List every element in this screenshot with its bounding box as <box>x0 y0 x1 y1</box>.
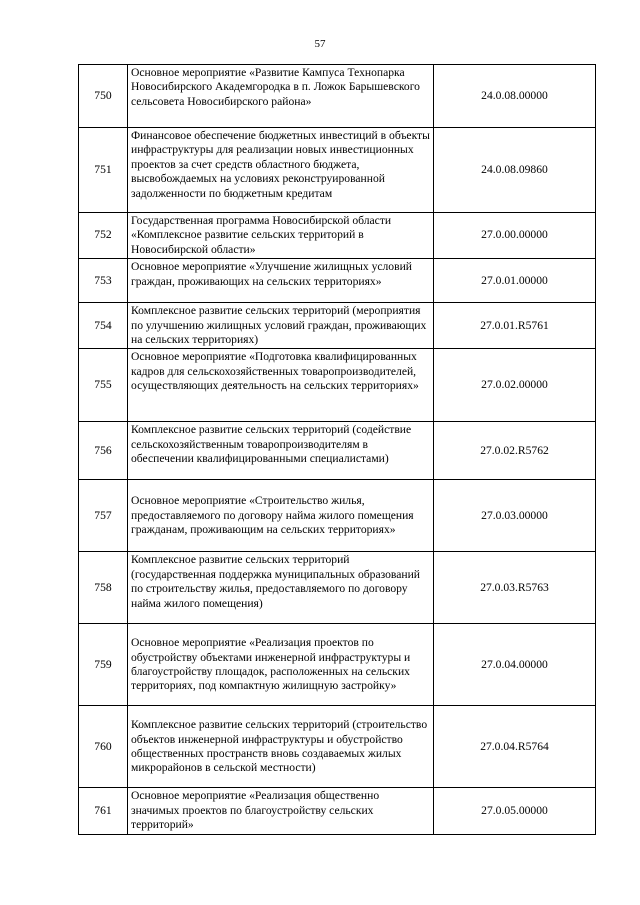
classification-code-cell: 27.0.05.00000 <box>434 788 596 834</box>
item-name-cell: Основное мероприятие «Строительство жилья, предоставляемого по договору найма жилого помещения гражданам, проживающим на сельских территориях» <box>128 480 434 552</box>
table-row <box>79 624 596 706</box>
budget-classification-table <box>78 64 596 835</box>
page-number: 57 <box>314 38 326 50</box>
table-row <box>79 65 596 128</box>
table-row <box>79 552 596 624</box>
item-name-cell: Основное мероприятие «Реализация проектов по обустройству объектами инженерной инфраструктуры и благоустройству площадок, расположенных на сельских территориях, под компактную жилищную застройку» <box>128 624 434 706</box>
item-name-cell: Финансовое обеспечение бюджетных инвестиций в объекты инфраструктуры для реализации новых инвестиционных проектов за счет средств областного бюджета, высвобождаемых на условиях реконструированной задолженности по бюджетным кредитам <box>128 128 434 213</box>
table-row <box>79 788 596 834</box>
item-name-cell: Комплексное развитие сельских территорий (содействие сельскохозяйственным товаропроизводителям в обеспечении квалифицированными специалистами) <box>128 422 434 480</box>
table-body <box>79 65 596 835</box>
row-number-cell: 761 <box>79 788 128 834</box>
item-name-cell: Комплексное развитие сельских территорий (государственная поддержка муниципальных образований по строительству жилья, предоставляемого по договору найма жилого помещения) <box>128 552 434 624</box>
item-name-cell: Основное мероприятие «Реализация общественно значимых проектов по благоустройству сельских территорий» <box>128 788 434 834</box>
table-row <box>79 422 596 480</box>
row-number-cell: 750 <box>79 65 128 128</box>
classification-code-cell: 27.0.02.00000 <box>434 349 596 422</box>
item-name-cell: Комплексное развитие сельских территорий (мероприятия по улучшению жилищных условий граждан, проживающих на сельских территориях) <box>128 303 434 349</box>
item-name-cell: Комплексное развитие сельских территорий (строительство объектов инженерной инфраструктуры и обустройство общественных пространств вновь создаваемых жилых микрорайонов в сельской местности) <box>128 706 434 788</box>
table-row <box>79 259 596 303</box>
table-row <box>79 349 596 422</box>
row-number-cell: 751 <box>79 128 128 213</box>
row-number-cell: 755 <box>79 349 128 422</box>
table-row <box>79 706 596 788</box>
classification-code-cell: 27.0.03.R5763 <box>434 552 596 624</box>
table-row <box>79 480 596 552</box>
classification-code-cell: 27.0.01.00000 <box>434 259 596 303</box>
table-row <box>79 303 596 349</box>
item-name-cell: Основное мероприятие «Улучшение жилищных условий граждан, проживающих на сельских территориях» <box>128 259 434 303</box>
row-number-cell: 752 <box>79 213 128 259</box>
row-number-cell: 760 <box>79 706 128 788</box>
row-number-cell: 758 <box>79 552 128 624</box>
classification-code-cell: 27.0.04.R5764 <box>434 706 596 788</box>
classification-code-cell: 27.0.03.00000 <box>434 480 596 552</box>
classification-code-cell: 24.0.08.09860 <box>434 128 596 213</box>
classification-code-cell: 27.0.04.00000 <box>434 624 596 706</box>
row-number-cell: 756 <box>79 422 128 480</box>
row-number-cell: 759 <box>79 624 128 706</box>
row-number-cell: 757 <box>79 480 128 552</box>
classification-code-cell: 27.0.02.R5762 <box>434 422 596 480</box>
row-number-cell: 754 <box>79 303 128 349</box>
classification-code-cell: 27.0.00.00000 <box>434 213 596 259</box>
item-name-cell: Основное мероприятие «Развитие Кампуса Технопарка Новосибирского Академгородка в п. Ложок Барышевского сельсовета Новосибирского района» <box>128 65 434 128</box>
classification-code-cell: 27.0.01.R5761 <box>434 303 596 349</box>
row-number-cell: 753 <box>79 259 128 303</box>
classification-code-cell: 24.0.08.00000 <box>434 65 596 128</box>
item-name-cell: Государственная программа Новосибирской области «Комплексное развитие сельских территорий в Новосибирской области» <box>128 213 434 259</box>
table-row <box>79 213 596 259</box>
table-row <box>79 128 596 213</box>
item-name-cell: Основное мероприятие «Подготовка квалифицированных кадров для сельскохозяйственных товаропроизводителей, осуществляющих деятельность на сельских территориях» <box>128 349 434 422</box>
